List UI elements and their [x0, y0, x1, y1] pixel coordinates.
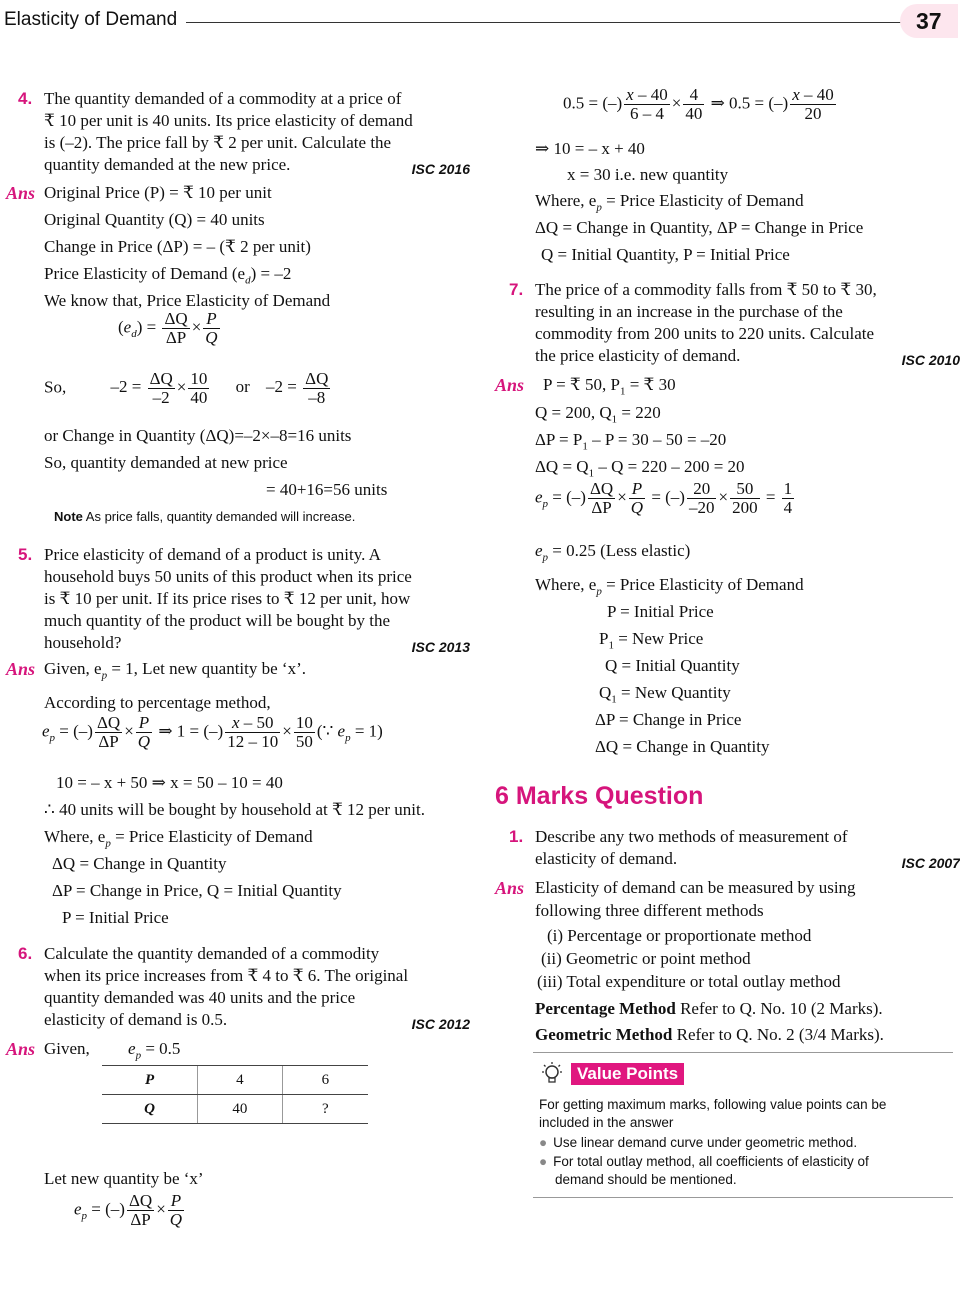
value-point-item: [539, 1154, 869, 1169]
answer-line: Q = 200, $Q_1 = 220$: [535, 403, 661, 426]
question-number: 4.: [18, 89, 33, 108]
answer-line: Where, $e_p$ = Price Elasticity of Demand: [535, 191, 804, 214]
answer-text: Price Elasticity of Demand (e: [44, 264, 246, 283]
answer-text: = Price Elasticity of Demand: [110, 827, 313, 846]
value-points-box: [533, 1052, 953, 1198]
answer-text: – P = 30 – 50 = –20: [587, 430, 727, 449]
answer-line: $Q_1$ = New Quantity: [599, 683, 731, 706]
answer-text: = Price Elasticity of Demand: [601, 575, 804, 594]
value-point-text: demand should be mentioned.: [555, 1172, 737, 1187]
formula-ped-q6: $e_p$ = (–) $\frac{\Delta Q}{\Delta P}$ × $\frac{P}{Q}$: [74, 1191, 183, 1229]
answer-text: Refer to Q. No. 2 (3/4 Marks).: [672, 1025, 884, 1044]
value-points-title: Value Points: [571, 1063, 684, 1085]
answer-line: Elasticity of demand can be measured by using: [535, 878, 856, 897]
exam-tag: ISC 2016: [411, 161, 470, 177]
header-rule: [186, 22, 906, 23]
answer-line: We know that, Price Elasticity of Demand: [44, 291, 331, 310]
table-cell: ?: [282, 1095, 368, 1124]
answer-line: [535, 1024, 884, 1046]
answer-bold: Geometric Method: [535, 1025, 673, 1044]
answer-line: ⇒ 10 = – x + 40: [535, 139, 645, 158]
question-line: elasticity of demand is 0.5.: [44, 1010, 228, 1029]
answer-line: following three different methods: [535, 901, 764, 920]
answer-line: ΔQ = Change in Quantity: [595, 737, 770, 756]
answer-text: = 0.25 (Less elastic): [548, 541, 691, 560]
answer-line: 10 = – x + 50 ⇒ x = 50 – 10 = 40: [56, 773, 283, 792]
question-line: elasticity of demand.: [535, 849, 678, 868]
ans-label: Ans: [495, 878, 525, 898]
answer-line: Given, $e_p = 0.5$: [44, 1039, 181, 1062]
answer-line: Where, $e_p$ = Price Elasticity of Demand: [44, 827, 313, 850]
answer-text: = 0.5: [141, 1039, 181, 1058]
answer-line: Price Elasticity of Demand $(e_d) = -2$: [44, 264, 292, 287]
table-cell: 4: [198, 1066, 283, 1095]
answer-line: x = 30 i.e. new quantity: [567, 165, 729, 184]
so-label: So,: [44, 377, 67, 397]
question-line: is (–2). The price fall by ₹ 2 per unit. Calculate the: [44, 133, 392, 152]
answer-text: Given, e: [44, 659, 102, 678]
answer-line: So, quantity demanded at new price: [44, 453, 288, 472]
answer-line: $\Delta P = P_1 - P = 30 - 50 = -20$: [535, 430, 727, 453]
answer-line: ∴ 40 units will be bought by household at ₹ 12 per unit.: [44, 800, 425, 819]
answer-line: P = Initial Price: [607, 602, 714, 621]
question-line: Price elasticity of demand of a product is unity. A: [44, 545, 381, 564]
answer-line: [535, 998, 883, 1020]
answer-line: P = Initial Price: [62, 908, 169, 927]
answer-text: Where, e: [44, 827, 106, 846]
answer-text: Q = 200, Q: [535, 403, 612, 422]
table-row: [102, 1095, 368, 1124]
exam-tag: ISC 2012: [411, 1016, 470, 1032]
answer-5: [6, 658, 470, 938]
answer-line: According to percentage method,: [44, 693, 271, 712]
answer-line: ΔP = Change in Price: [595, 710, 742, 729]
answer-text: Where, e: [535, 191, 597, 210]
method-item: (i) Percentage or proportionate method: [547, 926, 812, 945]
answer-line: $P_1$ = New Price: [599, 629, 704, 652]
note-text: As price falls, quantity demanded will increase.: [85, 509, 356, 524]
ans-label: Ans: [6, 183, 36, 203]
ans-label: Ans: [495, 375, 525, 395]
table-cell: Q: [102, 1095, 198, 1124]
question-number: 6.: [18, 944, 33, 963]
answer-text: Given,: [44, 1039, 90, 1058]
question-line: household buys 50 units of this product when its price: [44, 567, 412, 586]
page-header: [0, 0, 960, 44]
answer-text: = ₹ 30: [625, 375, 676, 394]
answer-text: ΔQ = Q: [535, 457, 589, 476]
answer-line: ΔP = Change in Price, Q = Initial Quantity: [52, 881, 342, 900]
question-line: The quantity demanded of a commodity at a price of: [44, 89, 402, 108]
section-heading: 6 Marks Question: [495, 782, 704, 810]
answer-text: = 220: [617, 403, 661, 422]
answer-line: Let new quantity be ‘x’: [44, 1169, 204, 1188]
value-point-item: [539, 1135, 857, 1150]
answer-line: = 40+16=56 units: [266, 480, 388, 499]
question-line: The price of a commodity falls from ₹ 50 to ₹ 30,: [535, 280, 877, 299]
question-number: 1.: [509, 827, 524, 846]
formula-percentage: $e_p$ = (–) $\frac{\Delta Q}{\Delta P}$ × $\frac{P}{Q}$ ⇒ 1 = (–) $\frac{x - 50}{12 - 10}$ × $\frac{10}{50}$ (∵ $e_p = 1$): [42, 713, 383, 751]
answer-text: e: [128, 1039, 136, 1058]
answer-line: or Change in Quantity (ΔQ)=–2×–8=16 units: [44, 426, 352, 445]
question-line: when its price increases from ₹ 4 to ₹ 6. The original: [44, 966, 409, 985]
exam-tag: ISC 2007: [901, 855, 960, 871]
answer-line: Q = Initial Quantity, P = Initial Price: [541, 245, 790, 264]
method-item: (ii) Geometric or point method: [541, 949, 751, 968]
value-point-text: Use linear demand curve under geometric method.: [553, 1135, 858, 1150]
question-line: resulting in an increase in the purchase of the: [535, 302, 843, 321]
ans-label: Ans: [6, 1039, 36, 1059]
value-points-intro: For getting maximum marks, following value points can be: [539, 1097, 887, 1112]
answer-text: ) = –2: [250, 264, 292, 283]
table-row: [102, 1066, 368, 1095]
question-line: ₹ 10 per unit is 40 units. Its price elasticity of demand: [44, 111, 413, 130]
answer-text: = 1, Let new quantity be ‘x’.: [107, 659, 306, 678]
formula-so: So, –2 = $\frac{\Delta Q}{-2}$ × $\frac{10}{40}$ or –2 = $\frac{\Delta Q}{-8}$: [44, 369, 329, 407]
formula-q6-cont: 0.5 = (–) $\frac{x - 40}{6 - 4}$ × $\frac{4}{40}$ ⇒ 0.5 = (–) $\frac{x - 40}{20}$: [563, 85, 834, 123]
answer-line: Change in Price (ΔP) = – (₹ 2 per unit): [44, 237, 311, 256]
answer-line: ΔQ = Change in Quantity, ΔP = Change in Price: [535, 218, 864, 237]
question-number: 7.: [509, 280, 524, 299]
page-number: 37: [916, 8, 942, 34]
question-line: Calculate the quantity demanded of a commodity: [44, 944, 380, 963]
answer-text: = New Quantity: [616, 683, 731, 702]
answer-text: ΔP = P: [535, 430, 583, 449]
bullet-icon: ●: [539, 1154, 548, 1169]
table-cell: 40: [198, 1095, 283, 1124]
chapter-title: Elasticity of Demand: [4, 9, 178, 30]
answer-line: Original Quantity (Q) = 40 units: [44, 210, 265, 229]
table-cell: P: [102, 1066, 198, 1095]
answer-line: $\Delta Q = Q_1 - Q = 220 - 200 = 20$: [535, 457, 745, 480]
answer-line: Q = Initial Quantity: [605, 656, 740, 675]
question-number: 5.: [18, 545, 33, 564]
answer-line: Given, $e_p = 1$, Let new quantity be ‘x’.: [44, 659, 306, 682]
answer-text: Q: [599, 683, 612, 702]
question-line: household?: [44, 633, 122, 652]
method-item: (iii) Total expenditure or total outlay method: [537, 972, 841, 991]
note: [54, 506, 355, 528]
exam-tag: ISC 2010: [901, 352, 960, 368]
question-line: Describe any two methods of measurement of: [535, 827, 848, 846]
ans-label: Ans: [6, 659, 36, 679]
formula-ped: $(e_d)$ = $\frac{\Delta Q}{\Delta P}$ × $\frac{P}{Q}$: [118, 309, 218, 347]
answer-text: Refer to Q. No. 10 (2 Marks).: [675, 999, 883, 1018]
answer-text: P = ₹ 50, P: [543, 375, 620, 394]
value-points-intro: included in the answer: [539, 1115, 674, 1130]
lightbulb-icon: [539, 1061, 565, 1087]
answer-7: [495, 374, 960, 764]
answer-text: = New Price: [613, 629, 704, 648]
formula-q7: $e_p$ = (–) $\frac{\Delta Q}{\Delta P}$ × $\frac{P}{Q}$ = (–) $\frac{20}{-20}$ × $\frac{50}{200}$ = $\frac{1}{4}$: [535, 479, 793, 517]
answer-line: Original Price (P) = ₹ 10 per unit: [44, 183, 272, 202]
question-line: commodity from 200 units to 220 units. Calculate: [535, 324, 875, 343]
answer-line: ΔQ = Change in Quantity: [52, 854, 227, 873]
answer-text: Where, e: [535, 575, 597, 594]
answer-6m-1: [495, 877, 960, 1047]
question-line: the price elasticity of demand.: [535, 346, 741, 365]
value-point-text: For total outlay method, all coefficients of elasticity of: [553, 1154, 869, 1169]
or-label: or: [235, 377, 250, 397]
answer-6: [6, 1038, 470, 1298]
bullet-icon: ●: [539, 1135, 548, 1150]
note-label: Note: [54, 509, 83, 524]
price-quantity-table: [102, 1065, 368, 1124]
answer-text: P: [599, 629, 609, 648]
answer-text: – Q = 220 – 200 = 20: [594, 457, 745, 476]
answer-text: = Price Elasticity of Demand: [601, 191, 804, 210]
answer-line: Where, $e_p$ = Price Elasticity of Demand: [535, 575, 804, 598]
answer-line: $e_p = 0.25$ (Less elastic): [535, 541, 691, 564]
question-line: quantity demanded was 40 units and the price: [44, 988, 356, 1007]
answer-bold: Percentage Method: [535, 999, 676, 1018]
answer-line: P = ₹ 50, $P_1$ = ₹ 30: [543, 375, 676, 398]
exam-tag: ISC 2013: [411, 639, 470, 655]
question-line: much quantity of the product will be bought by the: [44, 611, 391, 630]
table-cell: 6: [282, 1066, 368, 1095]
question-line: is ₹ 10 per unit. If its price rises to ₹ 12 per unit, how: [44, 589, 411, 608]
answer-text: e: [535, 541, 543, 560]
question-line: quantity demanded at the new price.: [44, 155, 291, 174]
